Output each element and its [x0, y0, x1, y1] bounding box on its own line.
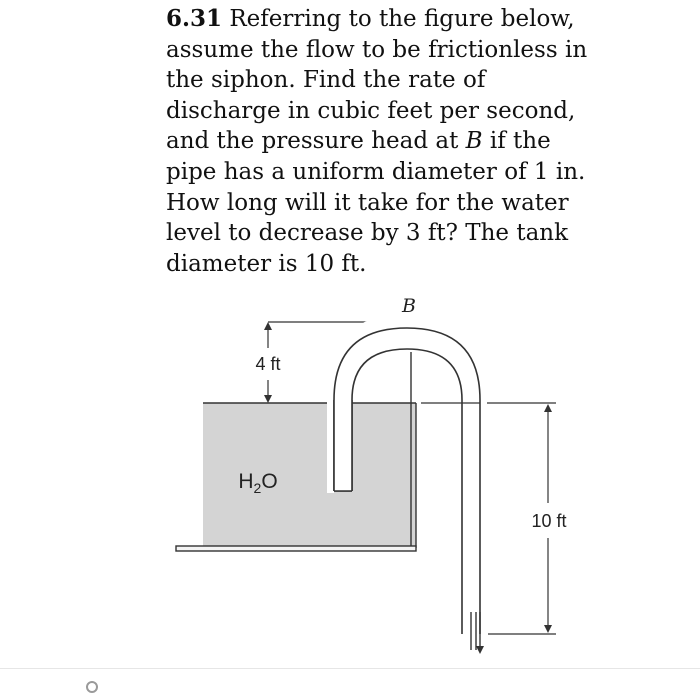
problem-line-4: discharge in cubic feet per second, — [166, 97, 576, 124]
water-fill — [203, 403, 416, 546]
problem-line-8: level to decrease by 3 ft? The tank — [166, 220, 569, 247]
fluid-label-tail: O — [261, 470, 278, 493]
divider — [0, 668, 700, 669]
problem-text: Referring to the figure below, — [222, 6, 575, 32]
tank-bottom — [176, 546, 416, 551]
height-above-label: 4 ft — [255, 354, 281, 374]
drop-height-label: 10 ft — [531, 511, 567, 531]
problem-line-3: the siphon. Find the rate of — [166, 67, 486, 94]
fluid-label-main: H — [238, 470, 254, 493]
point-b-label: B — [402, 295, 416, 317]
pipe-interior-left — [334, 400, 352, 491]
problem-line-6: pipe has a uniform diameter of 1 in. — [166, 158, 586, 185]
fluid-label-subscript: 2 — [253, 480, 262, 496]
problem-line-2: assume the flow to be frictionless in — [166, 36, 588, 63]
problem-line-7: How long will it take for the water — [166, 189, 569, 216]
problem-text: and the pressure head at — [166, 128, 466, 155]
point-b-reference: B — [465, 128, 483, 155]
problem-line-9: diameter is 10 ft. — [166, 250, 367, 277]
problem-number: 6.31 — [166, 5, 223, 32]
scroll-indicator — [86, 681, 98, 693]
problem-text: if the — [482, 128, 551, 155]
